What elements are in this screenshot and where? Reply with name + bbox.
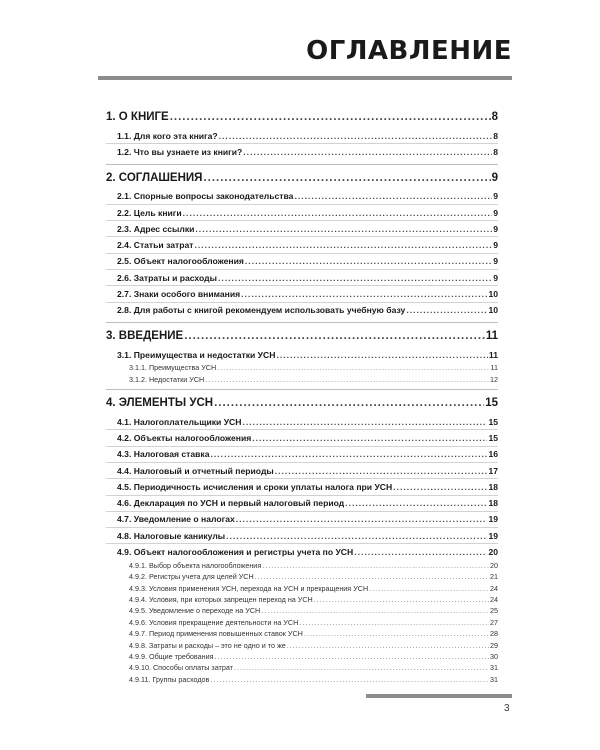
- dot-leader: [234, 663, 489, 672]
- toc-entry-label: [117, 547, 353, 557]
- toc-entry-label: [129, 675, 209, 684]
- toc-entry-title: Спорные вопросы законодательства: [133, 191, 294, 202]
- dot-leader: [393, 482, 487, 492]
- toc-section-row[interactable]: [106, 204, 498, 220]
- toc-entry-number: 4.: [106, 397, 116, 410]
- toc-entry-label: [117, 224, 194, 234]
- toc-entry-label: [117, 482, 392, 492]
- toc-entry-label: [129, 618, 298, 627]
- toc-entry-label: [117, 433, 251, 443]
- toc-entry-title: Период применения повышенных ставок УСН: [148, 629, 303, 639]
- toc-entry-label: [129, 663, 233, 672]
- toc-section-row[interactable]: [106, 347, 498, 362]
- toc-entry-page: 8: [491, 111, 498, 123]
- dot-leader: [184, 330, 485, 342]
- toc-entry-page: 20: [488, 547, 498, 558]
- toc-entry-title: Уведомление о переходе на УСН: [148, 606, 261, 616]
- toc-chapter-row[interactable]: [106, 392, 498, 414]
- dot-leader: [218, 273, 492, 283]
- toc-section-row[interactable]: [106, 236, 498, 252]
- toc-entry-number: 2.4.: [117, 240, 132, 251]
- toc-entry-number: 1.: [106, 111, 116, 123]
- toc-entry-title: Группы расходов: [152, 674, 210, 684]
- toc-entry-title: Цель книги: [133, 207, 182, 218]
- toc-entry-label: [129, 584, 368, 593]
- toc-section-row[interactable]: [106, 269, 498, 285]
- toc-section-row[interactable]: [106, 495, 498, 511]
- toc-entry-number: 2.: [106, 171, 116, 184]
- toc-entry-page: 31: [490, 663, 498, 673]
- toc-entry-title: Способы оплаты затрат: [152, 663, 233, 673]
- dot-leader: [245, 256, 492, 266]
- toc-entry-number: 2.8.: [117, 305, 132, 316]
- dot-leader: [255, 572, 489, 581]
- dot-leader: [194, 240, 492, 250]
- dot-leader: [214, 397, 484, 409]
- dot-leader: [211, 449, 488, 459]
- toc-entry-page: 8: [493, 146, 498, 157]
- toc-entry-label: [106, 330, 183, 342]
- toc-entry-number: 4.9.1.: [129, 560, 147, 570]
- toc-entry-page: 21: [490, 572, 498, 582]
- toc-entry-page: 25: [490, 606, 498, 616]
- toc-entry-page: 9: [493, 240, 498, 251]
- dot-leader: [287, 641, 489, 650]
- toc-subsection-row[interactable]: [106, 560, 498, 571]
- toc-entry-page: 11: [490, 363, 498, 373]
- toc-entry-title: Уведомление о налогах: [133, 514, 235, 525]
- toc-entry-title: ЭЛЕМЕНТЫ УСН: [118, 397, 214, 410]
- toc-section-row[interactable]: [106, 446, 498, 462]
- toc-section-row[interactable]: [106, 462, 498, 478]
- toc-entry-title: Периодичность исчисления и сроки уплаты налога при УСН: [133, 481, 393, 492]
- toc-entry-number: 4.9.11.: [129, 674, 151, 684]
- toc-entry-title: О КНИГЕ: [118, 111, 169, 123]
- toc-entry-number: 4.9.6.: [129, 617, 147, 627]
- toc-entry-number: 3.1.1.: [129, 363, 147, 373]
- toc-entry-page: 9: [491, 171, 498, 184]
- toc-entry-page: 9: [493, 191, 498, 202]
- toc-entry-label: [117, 514, 235, 524]
- toc-entry-page: 9: [493, 223, 498, 234]
- toc-entry-page: 8: [493, 130, 498, 141]
- toc-section-row[interactable]: [106, 543, 498, 559]
- toc-entry-page: 12: [490, 374, 498, 384]
- toc-entry-number: 4.4.: [117, 465, 132, 476]
- toc-entry-label: [106, 172, 202, 184]
- dot-leader: [299, 618, 489, 627]
- dot-leader: [226, 531, 487, 541]
- dot-leader: [215, 652, 489, 661]
- toc-entry-number: 4.9.5.: [129, 606, 147, 616]
- toc-entry-number: 4.9.10.: [129, 663, 151, 673]
- toc-entry-page: 29: [490, 640, 498, 650]
- toc-entry-number: 4.7.: [117, 514, 132, 525]
- toc-entry-number: 4.9.7.: [129, 629, 147, 639]
- dot-leader: [261, 606, 489, 615]
- toc-entry-title: СОГЛАШЕНИЯ: [118, 171, 203, 184]
- toc-entry-title: Налоговый и отчетный периоды: [133, 465, 274, 476]
- toc-subsection-row[interactable]: [106, 639, 498, 650]
- footer-divider: [366, 694, 512, 698]
- toc-entry-number: 4.9.3.: [129, 583, 147, 593]
- toc-entry-title: Для кого эта книга?: [133, 130, 218, 141]
- toc-entry-label: [106, 397, 213, 409]
- toc-entry-page: 28: [490, 629, 498, 639]
- toc-section-row[interactable]: [106, 302, 498, 318]
- toc-entry-label: [129, 641, 286, 650]
- toc-entry-label: [129, 375, 204, 384]
- toc-entry-label: [129, 629, 303, 638]
- toc-section: [106, 164, 498, 318]
- toc-entry-title: Недостатки УСН: [148, 374, 205, 384]
- toc-subsection-row[interactable]: [106, 374, 498, 385]
- toc-section-row[interactable]: [106, 128, 498, 143]
- toc-entry-title: Что вы узнаете из книги?: [133, 146, 243, 157]
- toc-entry-label: [117, 273, 217, 283]
- toc-entry-page: 10: [488, 289, 498, 300]
- toc-entry-title: Объекты налогообложения: [133, 432, 252, 443]
- toc-entry-title: Общие требования: [148, 652, 214, 662]
- toc-section-row[interactable]: [106, 414, 498, 429]
- toc-entry-label: [117, 131, 218, 141]
- dot-leader: [183, 208, 493, 218]
- dot-leader: [219, 131, 493, 141]
- toc-subsection-row[interactable]: [106, 583, 498, 594]
- dot-leader: [345, 498, 487, 508]
- toc-chapter-row[interactable]: [106, 106, 498, 128]
- dot-leader: [275, 466, 488, 476]
- toc-entry-number: 4.3.: [117, 449, 132, 460]
- toc-section-row[interactable]: [106, 429, 498, 445]
- toc-entry-number: 4.9.2.: [129, 572, 147, 582]
- toc-entry-page: 9: [493, 272, 498, 283]
- toc-entry-title: ВВЕДЕНИЕ: [118, 329, 184, 342]
- toc-entry-title: Затраты и расходы – это не одно и то же: [148, 640, 286, 650]
- toc-entry-number: 2.1.: [117, 191, 132, 202]
- toc-entry-number: 4.9.9.: [129, 652, 147, 662]
- toc-entry-title: Регистры учета для целей УСН: [148, 572, 254, 582]
- toc-entry-page: 19: [488, 530, 498, 541]
- toc-entry-page: 24: [490, 595, 498, 605]
- toc-entry-page: 18: [488, 498, 498, 509]
- dot-leader: [242, 417, 487, 427]
- toc-entry-number: 1.2.: [117, 146, 132, 157]
- page-title: ОГЛАВЛЕНИЕ: [306, 36, 512, 66]
- toc-section: [106, 322, 498, 385]
- toc-entry-page: 11: [488, 349, 498, 360]
- toc-entry-page: 11: [485, 329, 498, 342]
- toc-subsection-row[interactable]: [106, 651, 498, 662]
- toc-entry-title: Знаки особого внимания: [133, 289, 241, 300]
- dot-leader: [217, 363, 489, 372]
- toc-entry-title: Налоговая ставка: [133, 449, 210, 460]
- toc-entry-page: 24: [490, 583, 498, 593]
- toc-entry-label: [117, 240, 193, 250]
- dot-leader: [276, 350, 487, 360]
- toc-subsection-row[interactable]: [106, 674, 498, 685]
- dot-leader: [236, 514, 488, 524]
- toc-entry-number: 2.7.: [117, 289, 132, 300]
- toc-entry-number: 3.1.2.: [129, 374, 147, 384]
- toc-entry-title: Условия прекращение деятельности на УСН: [148, 617, 299, 627]
- toc-entry-label: [129, 363, 216, 372]
- toc-entry-page: 15: [488, 416, 498, 427]
- toc-entry-number: 2.6.: [117, 272, 132, 283]
- toc-entry-number: 3.1.: [117, 349, 132, 360]
- toc-entry-page: 17: [488, 465, 498, 476]
- toc-entry-page: 20: [490, 560, 498, 570]
- toc-subsection-row[interactable]: [106, 628, 498, 639]
- toc-entry-page: 19: [488, 514, 498, 525]
- dot-leader: [314, 595, 489, 604]
- toc-entry-page: 10: [488, 305, 498, 316]
- toc-entry-page: 16: [488, 449, 498, 460]
- toc-entry-title: Адрес ссылки: [133, 223, 195, 234]
- toc-subsection-row[interactable]: [106, 594, 498, 605]
- toc-entry-number: 4.5.: [117, 481, 132, 492]
- toc-entry-page: 27: [490, 617, 498, 627]
- toc-entry-page: 18: [488, 481, 498, 492]
- dot-leader: [241, 289, 487, 299]
- toc-section-row[interactable]: [106, 478, 498, 494]
- toc-entry-label: [117, 191, 293, 201]
- toc-entry-title: Условия, при которых запрещен переход на УСН: [148, 595, 313, 605]
- dot-leader: [205, 375, 489, 384]
- dot-leader: [294, 191, 492, 201]
- toc-entry-title: Выбор объекта налогообложения: [148, 560, 262, 570]
- toc-section-row[interactable]: [106, 220, 498, 236]
- toc-entry-number: 2.3.: [117, 223, 132, 234]
- toc-entry-label: [117, 498, 344, 508]
- toc-section-row[interactable]: [106, 285, 498, 301]
- toc-entry-number: 4.9.4.: [129, 595, 147, 605]
- toc-entry-number: 4.9.: [117, 547, 132, 558]
- toc-entry-label: [117, 449, 210, 459]
- table-of-contents: [106, 106, 498, 689]
- dot-leader: [170, 111, 491, 123]
- toc-entry-number: 4.1.: [117, 416, 132, 427]
- toc-entry-label: [117, 350, 275, 360]
- toc-subsection-row[interactable]: [106, 605, 498, 616]
- dot-leader: [354, 547, 487, 557]
- toc-entry-label: [129, 561, 261, 570]
- toc-entry-label: [129, 595, 313, 604]
- toc-entry-label: [117, 147, 242, 157]
- toc-section: [106, 389, 498, 685]
- toc-entry-number: 4.6.: [117, 498, 132, 509]
- toc-entry-label: [117, 289, 240, 299]
- toc-entry-title: Преимущества и недостатки УСН: [133, 349, 276, 360]
- toc-entry-title: Декларация по УСН и первый налоговый период: [133, 498, 345, 509]
- toc-entry-page: 31: [490, 674, 498, 684]
- toc-entry-number: 2.2.: [117, 207, 132, 218]
- toc-subsection-row[interactable]: [106, 362, 498, 373]
- toc-entry-title: Условия применения УСН, перехода на УСН и прекращения УСН: [148, 583, 369, 593]
- toc-entry-number: 4.9.8.: [129, 640, 147, 650]
- toc-entry-title: Статьи затрат: [133, 240, 194, 251]
- page-number: 3: [504, 703, 510, 714]
- dot-leader: [406, 305, 487, 315]
- toc-entry-title: Для работы с книгой рекомендуем использовать учебную базу: [133, 305, 406, 316]
- toc-entry-label: [117, 305, 405, 315]
- toc-subsection-row[interactable]: [106, 617, 498, 628]
- toc-entry-number: 2.5.: [117, 256, 132, 267]
- toc-entry-number: 1.1.: [117, 130, 132, 141]
- toc-entry-number: 4.2.: [117, 432, 132, 443]
- toc-entry-title: Затраты и расходы: [133, 272, 217, 283]
- toc-entry-label: [117, 208, 182, 218]
- toc-entry-label: [117, 417, 241, 427]
- toc-entry-title: Объект налогообложения: [133, 256, 244, 267]
- toc-entry-page: 9: [493, 207, 498, 218]
- toc-entry-label: [129, 606, 260, 615]
- toc-entry-number: 4.8.: [117, 530, 132, 541]
- toc-section-row[interactable]: [106, 527, 498, 543]
- toc-entry-page: 15: [485, 397, 498, 410]
- dot-leader: [203, 172, 490, 184]
- dot-leader: [243, 147, 492, 157]
- toc-entry-number: 3.: [106, 329, 116, 342]
- toc-section-row[interactable]: [106, 143, 498, 159]
- dot-leader: [252, 433, 487, 443]
- toc-entry-label: [117, 466, 274, 476]
- toc-entry-title: Налоговые каникулы: [133, 530, 226, 541]
- toc-section: [106, 106, 498, 160]
- toc-section-row[interactable]: [106, 253, 498, 269]
- dot-leader: [304, 629, 489, 638]
- toc-subsection-row[interactable]: [106, 571, 498, 582]
- dot-leader: [369, 584, 489, 593]
- title-divider: [98, 76, 512, 80]
- dot-leader: [195, 224, 492, 234]
- dot-leader: [210, 675, 489, 684]
- toc-section-row[interactable]: [106, 511, 498, 527]
- toc-entry-label: [129, 572, 254, 581]
- toc-chapter-row[interactable]: [106, 325, 498, 347]
- toc-section-row[interactable]: [106, 189, 498, 204]
- toc-entry-label: [117, 256, 244, 266]
- toc-subsection-row[interactable]: [106, 662, 498, 673]
- toc-entry-page: 30: [490, 652, 498, 662]
- toc-entry-label: [106, 111, 169, 123]
- toc-entry-title: Объект налогообложения и регистры учета по УСН: [133, 547, 354, 558]
- toc-entry-title: Налогоплательщики УСН: [133, 416, 242, 427]
- dot-leader: [262, 561, 489, 570]
- toc-entry-label: [117, 531, 225, 541]
- toc-chapter-row[interactable]: [106, 167, 498, 189]
- toc-entry-page: 9: [493, 256, 498, 267]
- toc-entry-label: [129, 652, 214, 661]
- toc-entry-page: 15: [488, 432, 498, 443]
- toc-entry-title: Преимущества УСН: [148, 363, 217, 373]
